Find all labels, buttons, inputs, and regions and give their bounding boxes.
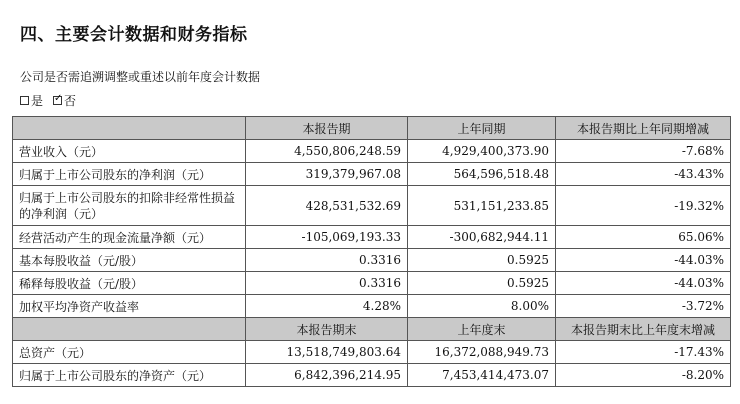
header-cell: 上年同期 [408,117,556,140]
change-value: -43.43% [556,163,731,186]
prior-period-value: 0.5925 [408,272,556,295]
prior-period-value: 564,596,518.48 [408,163,556,186]
change-value: -7.68% [556,140,731,163]
prior-year-end-value: 7,453,414,473.07 [408,364,556,387]
key-financial-table [12,116,731,387]
table-subheader-row [13,318,731,341]
header-cell: 本报告期末 [246,318,408,341]
table-row [13,295,731,318]
prior-year-end-value: 16,372,088,949.73 [408,341,556,364]
option-no[interactable] [53,92,76,109]
table-row [13,186,731,226]
table-row [13,341,731,364]
current-period-value: 4,550,806,248.59 [246,140,408,163]
restatement-options [20,92,86,109]
current-period-value: -105,069,193.33 [246,226,408,249]
restatement-question: 公司是否需追溯调整或重述以前年度会计数据 [20,70,261,84]
table-row [13,364,731,387]
table-row [13,140,731,163]
option-yes-label: 是 [31,94,44,108]
current-period-value: 428,531,532.69 [246,186,408,226]
current-period-value: 319,379,967.08 [246,163,408,186]
row-label: 归属于上市公司股东的净利润（元） [13,163,246,186]
option-no-label: 否 [64,94,77,108]
header-cell: 本报告期末比上年度末增减 [556,318,731,341]
prior-period-value: 0.5925 [408,249,556,272]
header-cell: 上年度末 [408,318,556,341]
section-title: 四、主要会计数据和财务指标 [20,25,248,45]
header-cell [13,117,246,140]
row-label: 经营活动产生的现金流量净额（元） [13,226,246,249]
prior-period-value: -300,682,944.11 [408,226,556,249]
prior-period-value: 531,151,233.85 [408,186,556,226]
table-row [13,226,731,249]
current-period-value: 0.3316 [246,249,408,272]
checkbox-yes[interactable] [20,96,29,105]
row-label: 归属于上市公司股东的净资产（元） [13,364,246,387]
header-cell: 本报告期 [246,117,408,140]
table-header-row [13,117,731,140]
current-period-value: 4.28% [246,295,408,318]
header-cell [13,318,246,341]
row-label: 总资产（元） [13,341,246,364]
change-value: -17.43% [556,341,731,364]
period-end-value: 6,842,396,214.95 [246,364,408,387]
table-row [13,272,731,295]
change-value: 65.06% [556,226,731,249]
table-row [13,249,731,272]
header-cell: 本报告期比上年同期增减 [556,117,731,140]
change-value: -44.03% [556,249,731,272]
period-end-value: 13,518,749,803.64 [246,341,408,364]
row-label: 加权平均净资产收益率 [13,295,246,318]
option-yes[interactable] [20,92,43,109]
row-label: 稀释每股收益（元/股） [13,272,246,295]
row-label: 营业收入（元） [13,140,246,163]
change-value: -8.20% [556,364,731,387]
prior-period-value: 8.00% [408,295,556,318]
row-label: 归属于上市公司股东的扣除非经常性损益的净利润（元） [13,186,246,226]
row-label: 基本每股收益（元/股） [13,249,246,272]
current-period-value: 0.3316 [246,272,408,295]
change-value: -44.03% [556,272,731,295]
checkbox-no[interactable] [53,96,62,105]
table-row [13,163,731,186]
change-value: -3.72% [556,295,731,318]
change-value: -19.32% [556,186,731,226]
prior-period-value: 4,929,400,373.90 [408,140,556,163]
